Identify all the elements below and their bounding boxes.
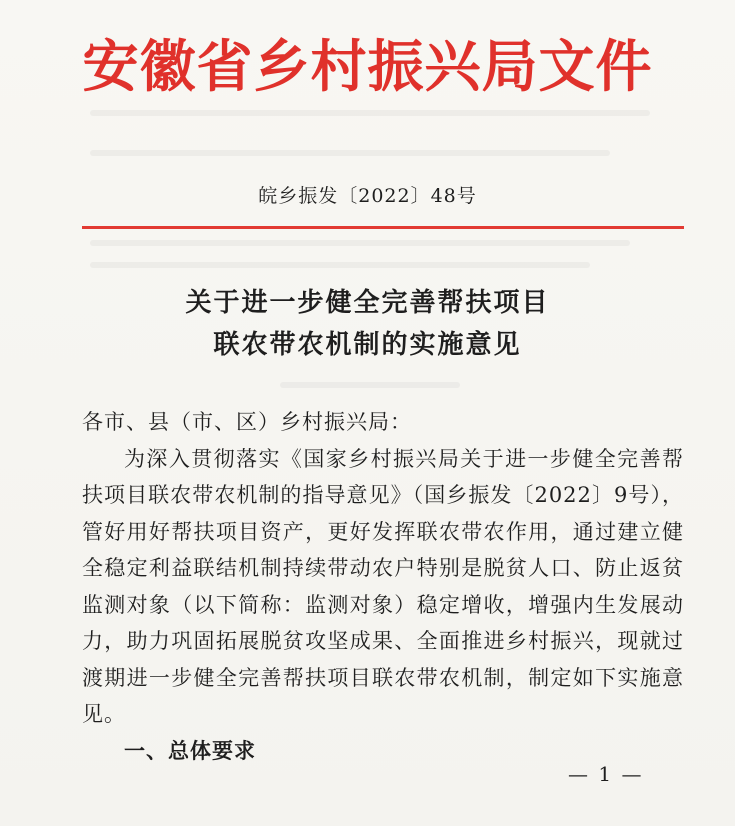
- document-title-line-2: 联农带农机制的实施意见: [213, 330, 522, 360]
- document-title-line-1: 关于进一步健全完善帮扶项目: [185, 288, 550, 318]
- document-body: [82, 404, 684, 769]
- section-heading: 一、总体要求: [124, 738, 256, 763]
- bleed-through-mark: [90, 240, 630, 246]
- bleed-through-mark: [280, 382, 460, 388]
- salutation: 各市、县（市、区）乡村振兴局：: [82, 410, 412, 434]
- body-paragraph: 为深入贯彻落实《国家乡村振兴局关于进一步健全完善帮扶项目联农带农机制的指导意见》（国乡振发〔2022〕9号），管好用好帮扶项目资产，更好发挥联农带农作用，通过建立健全稳定利益联结机制持续带动农户特别是脱贫人口、防止返贫监测对象（以下简称：监测对象）稳定增收，增强内生发展动力，助力巩固拓展脱贫攻坚成果、全面推进乡村振兴，现就过渡期进一步健全完善帮扶项目联农带农机制，制定如下实施意见。: [82, 446, 684, 726]
- document-title: [0, 282, 735, 366]
- bleed-through-mark: [90, 110, 650, 116]
- bleed-through-mark: [90, 150, 610, 156]
- bleed-through-mark: [90, 262, 590, 268]
- red-separator-line: [82, 226, 684, 229]
- document-number: 皖乡振发〔2022〕48号: [258, 185, 477, 207]
- issuing-authority-header: 安徽省乡村振兴局文件: [82, 35, 653, 100]
- page-number: — 1 —: [568, 762, 644, 786]
